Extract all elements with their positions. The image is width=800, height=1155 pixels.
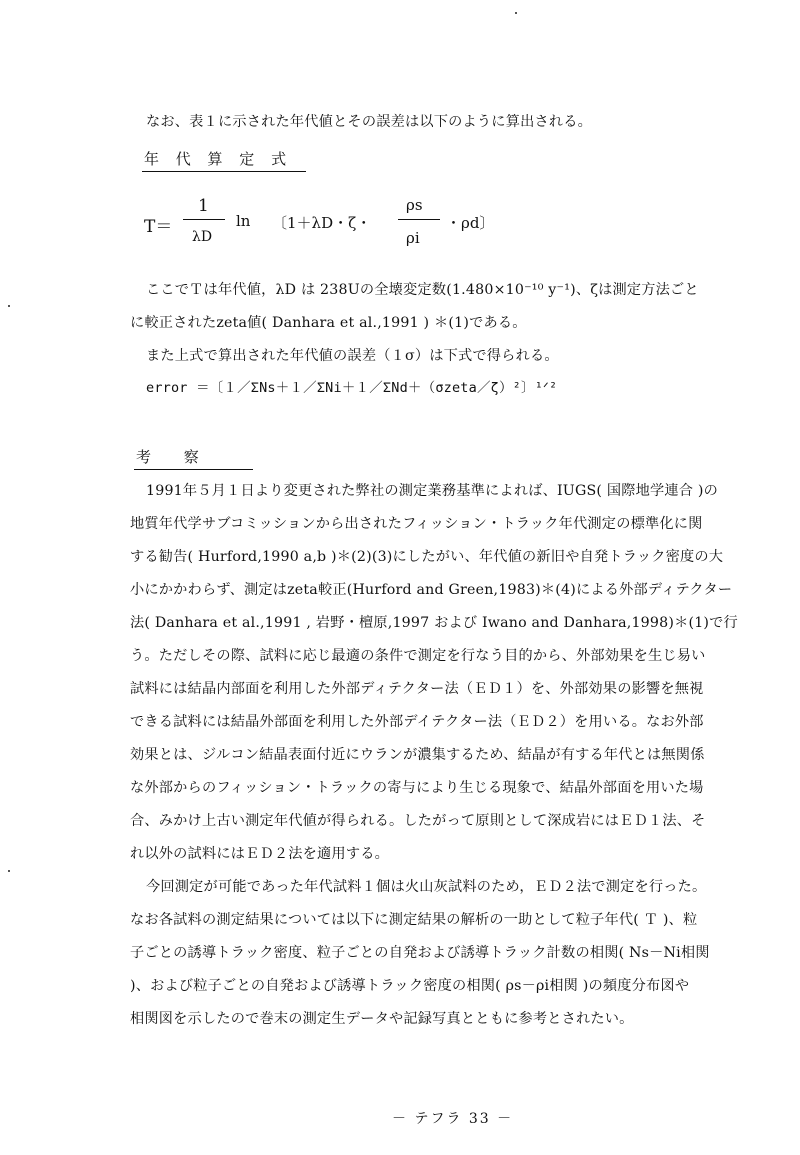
- fraction-2-bar: [398, 219, 440, 220]
- discussion-line: 地質年代学サブコミッションから出されたフィッション・トラック年代測定の標準化に関: [130, 516, 703, 532]
- discussion-line: 効果とは、ジルコン結晶表面付近にウランが濃集するため、結晶が有する年代とは無関係: [130, 747, 705, 763]
- formula-heading: 年 代 算 定 式: [142, 148, 306, 172]
- discussion-line: 合、みかけ上古い測定年代値が得られる。したがって原則として深成岩にはＥＤ１法、そ: [130, 813, 706, 829]
- formula-lhs: T＝: [144, 217, 173, 237]
- term-a-text: 1＋λD・ζ・: [287, 214, 372, 232]
- fraction-1-numerator: 1: [198, 196, 209, 216]
- discussion-line: 小にかかわらず、測定はzeta較正(Hurford and Green,1983)＊(4)による外部ディテクター: [130, 582, 733, 598]
- discussion-line: 試料には結晶内部面を利用した外部ディテクター法（ＥＤ１）を、外部効果の影響を無視: [130, 681, 704, 697]
- explanation-line-3: また上式で算出された年代値の誤差（１σ）は下式で得られる。: [146, 348, 559, 364]
- fraction-2-numerator: ρs: [406, 196, 423, 214]
- intro-line: なお、表１に示された年代値とその誤差は以下のように算出される。: [146, 114, 593, 130]
- term-a: [272, 212, 371, 233]
- ln-symbol: ln: [236, 212, 251, 230]
- scan-mark: [8, 870, 10, 872]
- fraction-2-denominator: ρi: [406, 229, 420, 247]
- discussion-line: 法( Danhara et al.,1991 , 岩野・檀原,1997 および Iwano and Danhara,1998)＊(1)で行: [130, 615, 738, 631]
- term-b: ・ρd〕: [446, 214, 495, 232]
- scan-mark: [8, 305, 10, 307]
- discussion-line: )、および粒子ごとの自発および誘導トラック密度の相関( ρs－ρi相関 )の頻度分布図や: [130, 978, 690, 994]
- explanation-line-2: に較正されたzeta値( Danhara et al.,1991 ) ＊(1)である。: [130, 315, 527, 331]
- error-formula: error ＝〔１／ΣNs＋１／ΣNi＋１／ΣNd＋（σzeta／ζ）²〕¹ᐟ²: [146, 380, 558, 396]
- page-footer: － テフラ 33 －: [392, 1111, 514, 1127]
- discussion-line: 子ごとの誘導トラック密度、粒子ごとの自発および誘導トラック計数の相関( Ns－Ni相関: [130, 945, 710, 961]
- fraction-1-denominator: λD: [192, 229, 213, 245]
- discussion-line: 1991年５月１日より変更された弊社の測定業務基準によれば、IUGS( 国際地学連合 )の: [146, 483, 718, 499]
- discussion-line: う。ただしその際、試料に応じ最適の条件で測定を行なう目的から、外部効果を生じ易い: [130, 648, 706, 664]
- scan-mark: [515, 12, 517, 14]
- discussion-line: する勧告( Hurford,1990 a,b )＊(2)(3)にしたがい、年代値の新旧や自発トラック密度の大: [130, 549, 724, 565]
- discussion-line: できる試料には結晶外部面を利用した外部デイテクター法（ＥＤ２）を用いる。なお外部: [130, 714, 704, 730]
- discussion-line: 今回測定が可能であった年代試料１個は火山灰試料のため，ＥＤ２法で測定を行った。: [146, 879, 707, 895]
- bracket-open: 〔: [272, 214, 288, 232]
- fraction-1-bar: [183, 219, 225, 220]
- discussion-line: なお各試料の測定結果については以下に測定結果の解析の一助として粒子年代( Ｔ )、粒: [130, 912, 698, 928]
- explanation-line-1: ここでＴは年代値，λD は 238Uの全壊変定数(1.480×10⁻¹⁰ y⁻¹)、ζは測定方法ごと: [146, 282, 699, 298]
- discussion-line: な外部からのフィッション・トラックの寄与により生じる現象で、結晶外部面を用いた場: [130, 780, 704, 796]
- discussion-line: れ以外の試料にはＥＤ２法を適用する。: [130, 846, 389, 862]
- discussion-line: 相関図を示したので巻末の測定生データや記録写真とともに参考とされたい。: [130, 1011, 634, 1027]
- discussion-heading: 考 察: [134, 446, 253, 470]
